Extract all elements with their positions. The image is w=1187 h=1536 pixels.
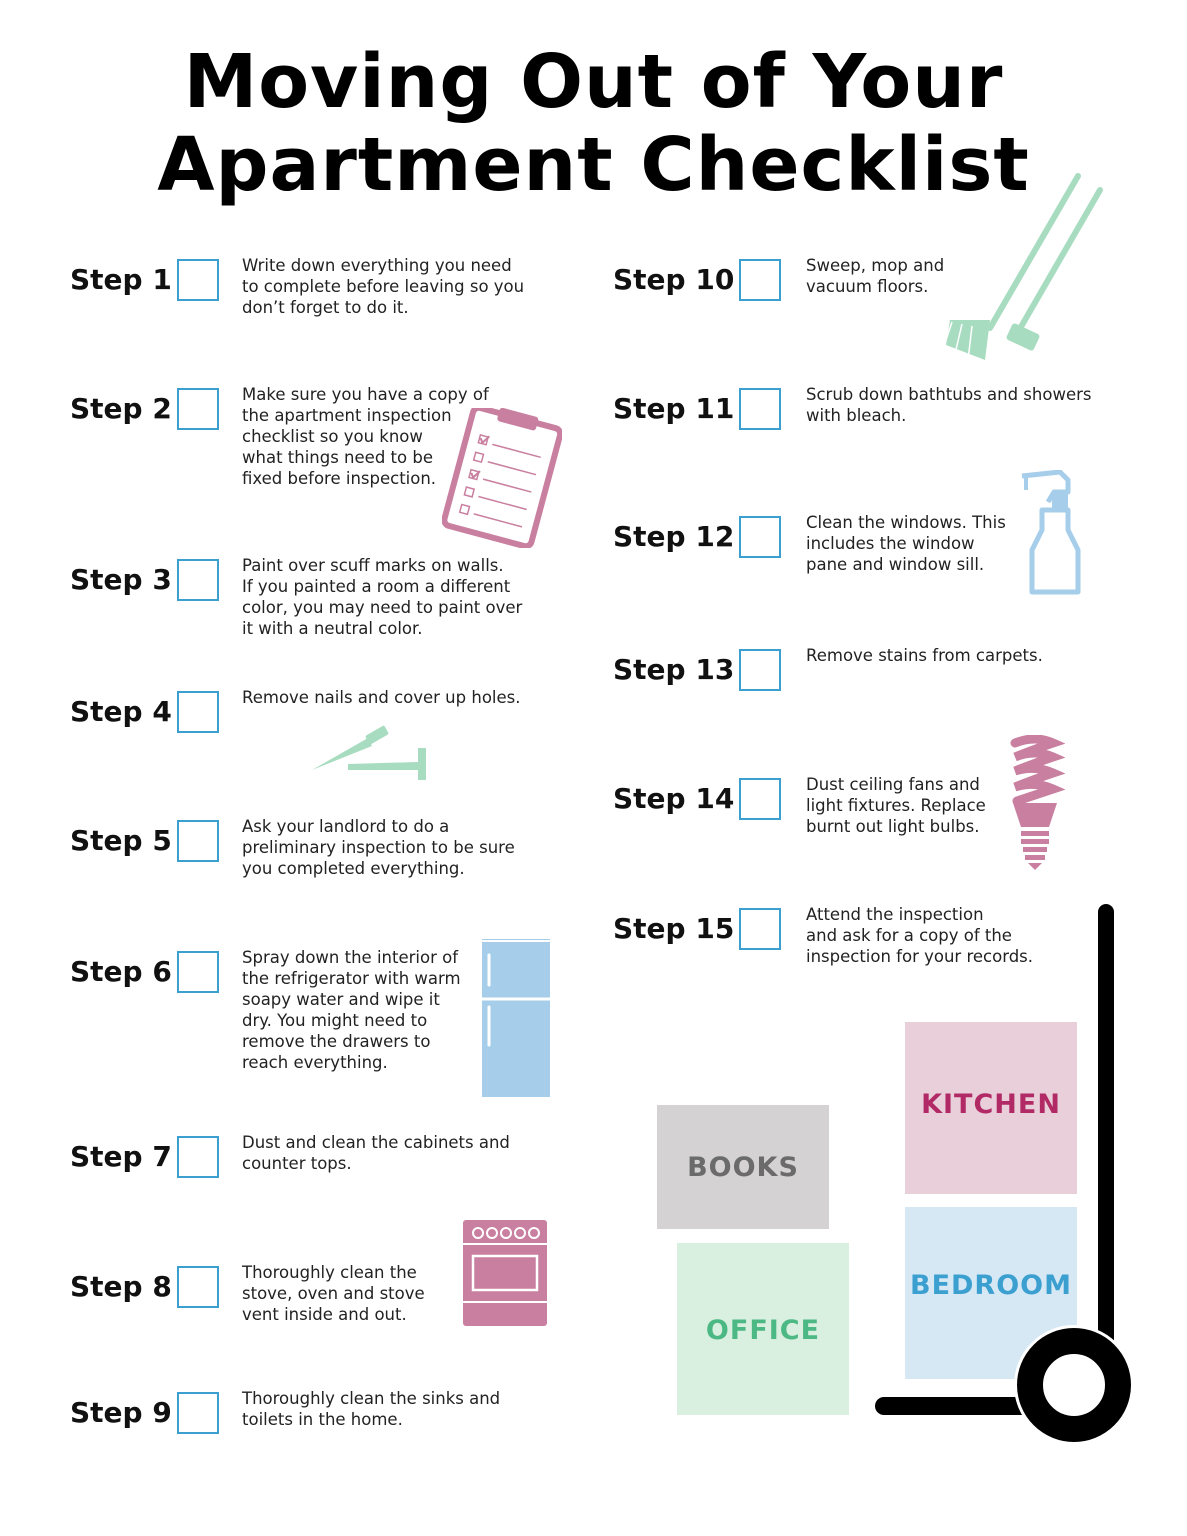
step-3 xyxy=(70,556,550,638)
step-8-checkbox[interactable] xyxy=(177,1266,219,1308)
mop-broom-icon xyxy=(940,170,1110,365)
step-11 xyxy=(613,385,1113,448)
step-label: Step 10 xyxy=(613,263,735,296)
kitchen-box-label: KITCHEN xyxy=(921,1088,1061,1120)
step-12-checkbox[interactable] xyxy=(739,516,781,558)
step-14-checkbox[interactable] xyxy=(739,778,781,820)
nails-icon xyxy=(308,724,433,784)
step-description: Clean the windows. This includes the window pane and window sill. xyxy=(806,513,1006,574)
page-title-line-1: Moving Out of Your xyxy=(183,39,1004,125)
step-label: Step 12 xyxy=(613,520,735,553)
step-label: Step 6 xyxy=(70,955,172,988)
step-description: Thoroughly clean the sinks and toilets in the home. xyxy=(242,1389,501,1429)
step-description: Attend the inspection and ask for a copy of the inspection for your records. xyxy=(806,905,1034,966)
step-description: Sweep, mop and vacuum floors. xyxy=(806,256,945,296)
clipboard-icon xyxy=(442,408,562,548)
step-10-checkbox[interactable] xyxy=(739,259,781,301)
step-3-checkbox[interactable] xyxy=(177,559,219,601)
step-description: Write down everything you need to complete before leaving so you don’t forget to do it. xyxy=(242,256,525,317)
step-description: Remove nails and cover up holes. xyxy=(242,688,521,707)
step-label: Step 7 xyxy=(70,1140,172,1173)
step-label: Step 1 xyxy=(70,263,172,296)
books-box xyxy=(657,1105,829,1229)
step-13 xyxy=(613,646,1113,709)
step-label: Step 4 xyxy=(70,695,172,728)
step-label: Step 14 xyxy=(613,782,735,815)
stove-icon xyxy=(461,1218,549,1328)
step-description: Paint over scuff marks on walls. If you painted a room a different color, you may need to paint over it with a neutral color. xyxy=(242,556,523,638)
step-9 xyxy=(70,1389,550,1452)
step-label: Step 2 xyxy=(70,392,172,425)
step-description: Thoroughly clean the stove, oven and stove vent inside and out. xyxy=(242,1263,425,1324)
hand-truck-icon xyxy=(870,900,1140,1450)
step-11-checkbox[interactable] xyxy=(739,388,781,430)
step-label: Step 11 xyxy=(613,392,735,425)
step-1 xyxy=(70,256,550,319)
step-2-checkbox[interactable] xyxy=(177,388,219,430)
step-1-checkbox[interactable] xyxy=(177,259,219,301)
refrigerator-icon xyxy=(480,937,552,1099)
step-5-checkbox[interactable] xyxy=(177,820,219,862)
step-label: Step 9 xyxy=(70,1396,172,1429)
step-5 xyxy=(70,817,550,880)
step-description: Remove stains from carpets. xyxy=(806,646,1043,665)
bedroom-box-label: BEDROOM xyxy=(910,1269,1072,1301)
step-6 xyxy=(70,948,550,1072)
step-description: Dust and clean the cabinets and counter tops. xyxy=(242,1133,510,1173)
step-4-checkbox[interactable] xyxy=(177,691,219,733)
step-label: Step 5 xyxy=(70,824,172,857)
page-title-line-2: Apartment Checklist xyxy=(157,122,1030,208)
step-9-checkbox[interactable] xyxy=(177,1392,219,1434)
step-15-checkbox[interactable] xyxy=(739,908,781,950)
step-7 xyxy=(70,1133,550,1196)
step-6-checkbox[interactable] xyxy=(177,951,219,993)
books-box-label: BOOKS xyxy=(687,1151,799,1183)
office-box xyxy=(677,1243,849,1415)
step-description: Make sure you have a copy of the apartment inspection checklist so you know what things need to be fixed before inspection. xyxy=(242,385,489,488)
step-13-checkbox[interactable] xyxy=(739,649,781,691)
step-description: Ask your landlord to do a preliminary inspection to be sure you completed everything. xyxy=(242,817,515,878)
step-label: Step 8 xyxy=(70,1270,172,1303)
spray-bottle-icon xyxy=(1018,470,1088,600)
step-description: Scrub down bathtubs and showers with bleach. xyxy=(806,385,1092,425)
step-7-checkbox[interactable] xyxy=(177,1136,219,1178)
step-label: Step 3 xyxy=(70,563,172,596)
office-box-label: OFFICE xyxy=(705,1314,821,1346)
light-bulb-icon xyxy=(1005,735,1065,875)
step-description: Dust ceiling fans and light fixtures. Replace burnt out light bulbs. xyxy=(806,775,986,836)
step-description: Spray down the interior of the refrigerator with warm soapy water and wipe it dry. You might need to remove the drawers to reach everything. xyxy=(242,948,461,1072)
step-label: Step 13 xyxy=(613,653,735,686)
step-label: Step 15 xyxy=(613,912,735,945)
